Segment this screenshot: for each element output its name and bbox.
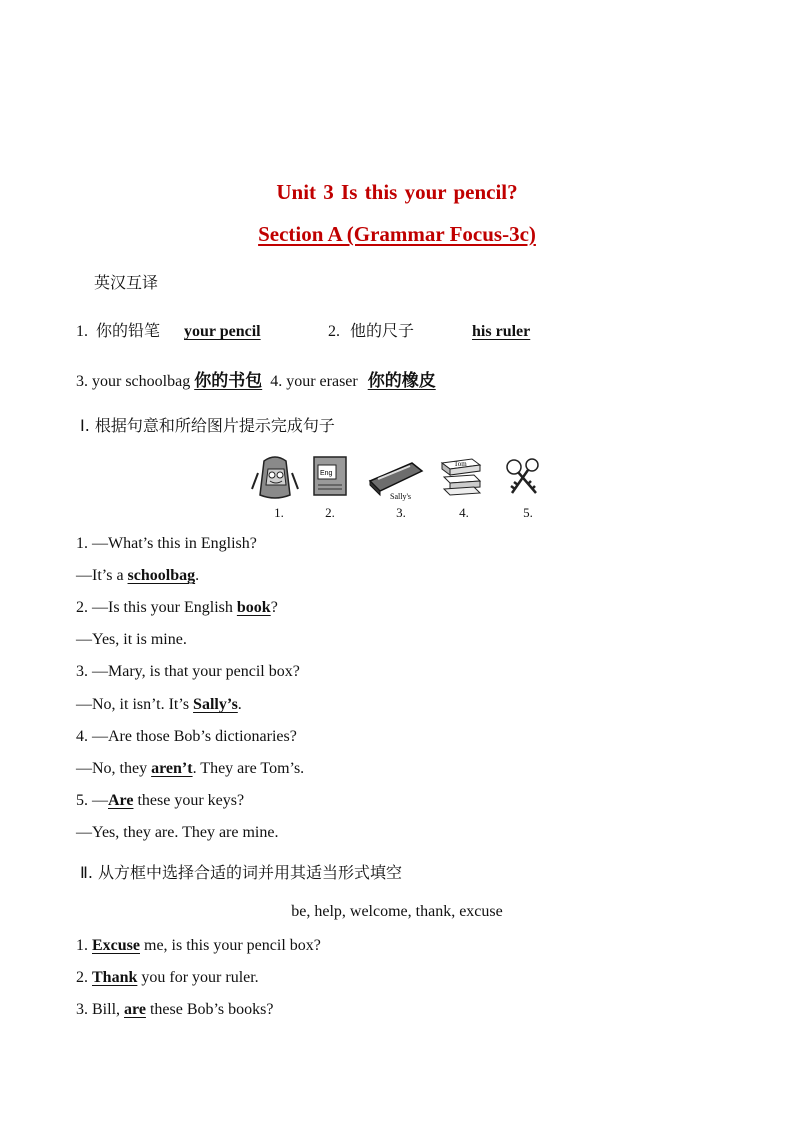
exercise-line: 1. Excuse me, is this your pencil box? [76,937,321,954]
exercise-line: 5. —Are these your keys? [76,792,245,809]
answer-blank: aren’t [151,760,193,777]
exercise-line: —It’s a schoolbag. [76,567,200,584]
picture-label: 5. [523,505,533,520]
picture-label: 3. [396,505,406,520]
exercise-line: —Yes, it is mine. [76,631,187,648]
book-label: Tom [454,460,467,468]
schoolbag-picture [250,455,300,501]
answer-blank: book [236,599,271,616]
books-picture [438,455,484,499]
translation-row-2 [328,318,530,341]
exercise-line: —No, it isn’t. It’s Sally’s. [76,696,242,713]
english-book-picture [312,455,348,497]
answer-blank: schoolbag [127,567,196,584]
item-answer: 你的书包 [194,371,263,391]
box-label: Sally's [390,492,411,501]
picture-hints [246,455,556,521]
part2-heading: Ⅱ. 从方框中选择合适的词并用其适当形式填空 [80,863,403,882]
exercise-line: 4. —Are those Bob’s dictionaries? [76,728,297,745]
pencil-box-picture [366,455,424,501]
picture-label: 4. [459,505,469,520]
answer-blank: are [124,1001,146,1018]
translation-row-3: 3. your schoolbag 你的书包 4. your eraser 你的橡皮 [76,371,436,391]
item-answer: his ruler [472,323,531,340]
exercise-line: —No, they aren’t. They are Tom’s. [76,760,305,777]
translation-heading: 英汉互译 [94,273,159,292]
item-number: 2. [328,323,340,340]
exercise-line: —Yes, they are. They are mine. [76,824,279,841]
word-box: be, help, welcome, thank, excuse [291,903,503,920]
exercise-line: 2. —Is this your English book? [76,599,278,616]
exercise-line: 3. Bill, are these Bob’s books? [76,1001,274,1018]
answer-blank: Thank [92,969,138,986]
translation-row-1 [76,318,261,341]
answer-blank: Excuse [92,937,140,954]
item-prompt: 你的铅笔 [96,321,161,340]
item-answer: 你的橡皮 [367,371,436,391]
exercise-line: 3. —Mary, is that your pencil box? [76,663,300,680]
item-prompt: your schoolbag [92,373,191,390]
answer-blank: Sally’s [193,696,238,713]
item-number: 1. [76,323,88,340]
sign-label: Eng [320,470,333,477]
item-prompt: your eraser [286,373,358,390]
exercise-line: 1. —What’s this in English? [76,535,257,552]
item-answer: your pencil [184,323,261,340]
item-prompt: 他的尺子 [350,321,415,340]
part1-heading: Ⅰ. 根据句意和所给图片提示完成句子 [80,416,335,435]
exercise-line: 2. Thank you for your ruler. [76,969,259,986]
section-subtitle: Section A (Grammar Focus-3c) [258,222,536,246]
keys-picture [500,455,548,499]
picture-label: 2. [325,505,335,520]
answer-blank: Are [108,792,134,809]
picture-label: 1. [274,505,284,520]
page-title: Unit 3 Is this your pencil? [276,180,518,204]
